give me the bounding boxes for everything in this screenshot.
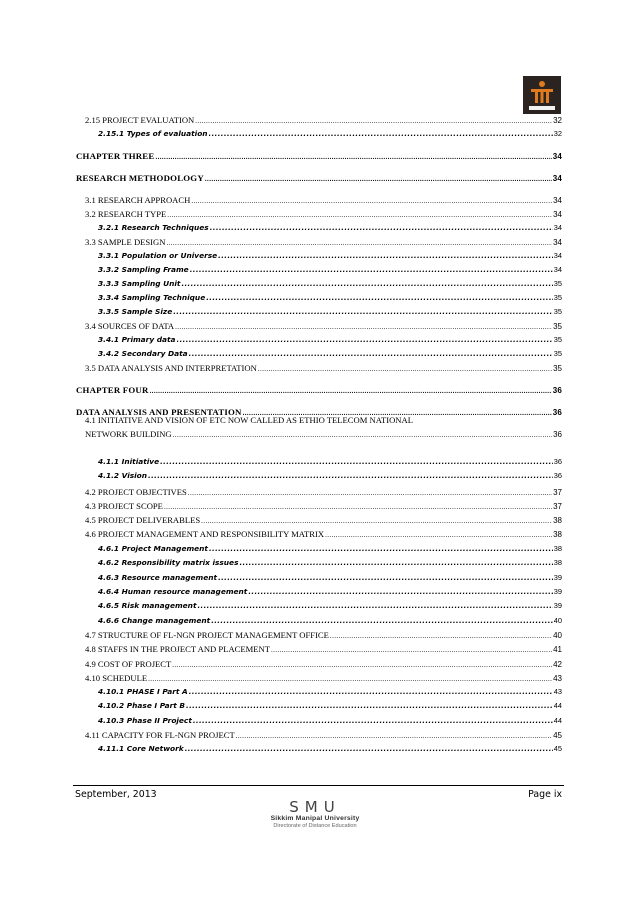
toc-entry[interactable]	[76, 600, 562, 612]
toc-entry[interactable]	[76, 128, 562, 140]
toc-dot-leader	[175, 321, 552, 333]
toc-entry[interactable]	[76, 150, 562, 163]
toc-entry[interactable]	[76, 658, 562, 671]
toc-page-number: 38	[553, 530, 562, 539]
toc-entry[interactable]	[76, 615, 562, 627]
toc-entry-label: 4.6.2 Responsibility matrix issues	[98, 558, 239, 567]
toc-entry-line1	[76, 414, 562, 426]
toc-page-number: 36	[553, 471, 562, 480]
toc-entry-label: 3.5 DATA ANALYSIS AND INTERPRETATION	[85, 363, 257, 373]
toc-dot-leader	[239, 557, 552, 569]
toc-dot-leader	[160, 456, 553, 468]
smu-subtitle: Directorate of Distance Education	[273, 823, 357, 829]
toc-entry[interactable]	[76, 384, 562, 397]
toc-entry[interactable]	[76, 557, 562, 569]
toc-dot-leader	[248, 586, 552, 598]
toc-entry-label: 4.11 CAPACITY FOR FL-NGN PROJECT	[85, 730, 235, 740]
toc-entry[interactable]	[76, 456, 562, 468]
toc-page-number: 34	[553, 210, 562, 219]
toc-dot-leader	[218, 250, 553, 262]
toc-dot-leader	[191, 195, 552, 207]
toc-dot-leader	[167, 209, 552, 221]
toc-page-number: 32	[553, 116, 562, 125]
toc-entry[interactable]	[76, 172, 562, 185]
toc-entry[interactable]	[76, 514, 562, 527]
toc-entry-label: 4.10.3 Phase II Project	[98, 716, 192, 725]
toc-entry[interactable]	[76, 264, 562, 276]
toc-entry[interactable]	[76, 672, 562, 685]
smu-university-name: Sikkim Manipal University	[270, 815, 360, 822]
toc-entry-label: RESEARCH METHODOLOGY	[76, 173, 204, 183]
toc-entry-label: 3.1 RESEARCH APPROACH	[85, 195, 191, 205]
toc-dot-leader	[186, 700, 553, 712]
toc-entry[interactable]	[76, 715, 562, 727]
toc-page-number: 37	[553, 502, 562, 511]
toc-entry-label: 3.2.1 Research Techniques	[98, 223, 209, 232]
toc-page-number: 35	[553, 279, 562, 288]
toc-page-number: 36	[552, 386, 562, 395]
toc-dot-leader	[209, 128, 553, 140]
toc-entry[interactable]	[76, 334, 562, 346]
toc-dot-leader	[148, 470, 553, 482]
toc-entry[interactable]	[76, 470, 562, 482]
toc-dot-leader	[211, 615, 553, 627]
toc-dot-leader	[189, 686, 553, 698]
toc-page-number: 34	[552, 152, 562, 161]
toc-dot-leader	[330, 630, 552, 642]
toc-dot-leader	[206, 292, 553, 304]
toc-entry[interactable]	[76, 643, 562, 656]
toc-dot-leader	[181, 278, 552, 290]
toc-entry[interactable]	[76, 572, 562, 584]
toc-page-number: 41	[553, 645, 562, 654]
toc-entry-label: 4.2 PROJECT OBJECTIVES	[85, 487, 187, 497]
toc-page-number: 39	[553, 573, 562, 582]
toc-dot-leader	[205, 173, 552, 185]
toc-page-number: 36	[553, 457, 562, 466]
toc-dot-leader	[173, 429, 552, 441]
toc-page-number: 34	[552, 174, 562, 183]
toc-entry-label: NETWORK BUILDING	[85, 429, 172, 439]
toc-page-number: 35	[553, 293, 562, 302]
toc-dot-leader	[150, 385, 552, 397]
toc-entry-label: 3.4.2 Secondary Data	[98, 349, 188, 358]
toc-entry-label: 3.3.5 Sample Size	[98, 307, 173, 316]
toc-dot-leader	[201, 515, 552, 527]
toc-entry[interactable]	[76, 250, 562, 262]
toc-entry-label: 3.4.1 Primary data	[98, 335, 176, 344]
toc-entry-label: 4.1 INITIATIVE AND VISION OF ETC NOW CALLED AS ETHIO TELECOM NATIONAL	[85, 415, 413, 425]
toc-page-number: 34	[553, 223, 562, 232]
toc-dot-leader	[209, 543, 553, 555]
toc-entry[interactable]	[76, 362, 562, 375]
toc-entry-label: 3.3 SAMPLE DESIGN	[85, 237, 166, 247]
toc-dot-leader	[193, 715, 553, 727]
toc-entry-label: DATA ANALYSIS AND PRESENTATION	[76, 407, 242, 417]
toc-page-number: 43	[553, 687, 562, 696]
toc-entry-label: CHAPTER THREE	[76, 151, 155, 161]
toc-dot-leader	[177, 334, 553, 346]
toc-page-number: 35	[553, 335, 562, 344]
toc-entry[interactable]	[76, 500, 562, 513]
toc-dot-leader	[185, 743, 553, 755]
toc-page-number: 35	[553, 307, 562, 316]
toc-page-number: 42	[553, 660, 562, 669]
toc-entry[interactable]	[76, 629, 562, 642]
toc-dot-leader	[236, 730, 552, 742]
toc-entry-label: 4.1.1 Initiative	[98, 457, 160, 466]
toc-dot-leader	[197, 600, 552, 612]
toc-entry-label: 4.3 PROJECT SCOPE	[85, 501, 163, 511]
toc-page-number: 45	[553, 731, 562, 740]
toc-entry[interactable]	[76, 348, 562, 360]
toc-entry-label: 4.10.2 Phase I Part B	[98, 701, 186, 710]
toc-entry-label: 4.6 PROJECT MANAGEMENT AND RESPONSIBILITY MATRIX	[85, 529, 325, 539]
toc-entry-label: 2.15.1 Types of evaluation	[98, 129, 208, 138]
toc-entry-label: 4.6.5 Risk management	[98, 601, 197, 610]
toc-page-number: 35	[553, 364, 562, 373]
toc-entry[interactable]	[76, 236, 562, 249]
toc-page-number: 39	[553, 601, 562, 610]
toc-entry-label: 3.2 RESEARCH TYPE	[85, 209, 167, 219]
toc-dot-leader	[172, 659, 552, 671]
toc-dot-leader	[148, 673, 552, 685]
toc-dot-leader	[166, 237, 552, 249]
toc-page-number: 34	[553, 196, 562, 205]
toc-entry[interactable]	[76, 729, 562, 742]
toc-entry-label: 4.8 STAFFS IN THE PROJECT AND PLACEMENT	[85, 644, 270, 654]
toc-entry[interactable]	[76, 743, 562, 755]
toc-page-number: 40	[553, 631, 562, 640]
toc-entry-label: 4.10.1 PHASE I Part A	[98, 687, 188, 696]
toc-dot-leader	[155, 151, 551, 163]
toc-page-number: 38	[553, 516, 562, 525]
toc-page-number: 37	[553, 488, 562, 497]
toc-entry-label: 4.6.3 Resource management	[98, 573, 218, 582]
toc-entry-label: 4.6.6 Change management	[98, 616, 211, 625]
toc-entry-label: CHAPTER FOUR	[76, 385, 149, 395]
toc-entry-label: 4.6.4 Human resource management	[98, 587, 248, 596]
smu-logo	[240, 799, 390, 835]
toc-entry-label: 4.7 STRUCTURE OF FL-NGN PROJECT MANAGEMENT OFFICE	[85, 630, 329, 640]
toc-entry-label: 2.15 PROJECT EVALUATION	[85, 115, 195, 125]
toc-entry[interactable]	[76, 208, 562, 221]
toc-entry-label: 3.3.1 Population or Universe	[98, 251, 218, 260]
toc-page-number: 44	[553, 701, 562, 710]
toc-entry[interactable]	[76, 222, 562, 234]
toc-page-number: 40	[553, 616, 562, 625]
footer-page-number: Page ix	[528, 789, 562, 800]
toc-page-number: 36	[553, 430, 562, 439]
toc-page-number: 34	[553, 238, 562, 247]
toc-entry[interactable]	[76, 528, 562, 541]
toc-entry[interactable]	[76, 292, 562, 304]
toc-page-number: 36	[552, 408, 562, 417]
toc-entry-label: 3.3.2 Sampling Frame	[98, 265, 189, 274]
toc-entry[interactable]	[76, 194, 562, 207]
toc-page-number: 38	[553, 544, 562, 553]
toc-entry-label: 4.6.1 Project Management	[98, 544, 208, 553]
toc-page-number: 34	[553, 251, 562, 260]
toc-entry[interactable]	[76, 428, 562, 441]
toc-page-number: 35	[553, 322, 562, 331]
toc-page-number: 32	[553, 129, 562, 138]
toc-page-number: 35	[553, 349, 562, 358]
footer-divider	[73, 785, 564, 786]
smu-title: SMU	[289, 798, 341, 816]
toc-dot-leader	[210, 222, 553, 234]
toc-dot-leader	[188, 487, 552, 499]
toc-entry-label: 4.10 SCHEDULE	[85, 673, 148, 683]
toc-entry[interactable]	[76, 306, 562, 318]
toc-page-number: 45	[553, 744, 562, 753]
toc-dot-leader	[189, 348, 553, 360]
toc-entry-label: 4.11.1 Core Network	[98, 744, 184, 753]
toc-entry[interactable]	[76, 543, 562, 555]
toc-dot-leader	[190, 264, 553, 276]
toc-page-number: 38	[553, 558, 562, 567]
toc-entry-label: 3.3.3 Sampling Unit	[98, 279, 181, 288]
toc-entry[interactable]	[76, 686, 562, 698]
footer-date: September, 2013	[75, 789, 157, 800]
toc-entry-label: 4.1.2 Vision	[98, 471, 148, 480]
toc-entry-label: 3.4 SOURCES OF DATA	[85, 321, 175, 331]
toc-entry-label: 4.5 PROJECT DELIVERABLES	[85, 515, 201, 525]
toc-dot-leader	[271, 644, 552, 656]
toc-entry-label: 4.9 COST OF PROJECT	[85, 659, 172, 669]
toc-dot-leader	[173, 306, 553, 318]
toc-entry[interactable]	[76, 320, 562, 333]
toc-page-number: 43	[553, 674, 562, 683]
toc-dot-leader	[325, 529, 552, 541]
toc-dot-leader	[218, 572, 553, 584]
manipal-logo	[523, 76, 561, 114]
toc-page-number: 44	[553, 716, 562, 725]
toc-dot-leader	[195, 115, 552, 127]
toc-page-number: 39	[553, 587, 562, 596]
toc-entry[interactable]	[76, 486, 562, 499]
toc-entry[interactable]	[76, 114, 562, 127]
toc-entry[interactable]	[76, 700, 562, 712]
toc-page-number: 34	[553, 265, 562, 274]
toc-entry[interactable]	[76, 278, 562, 290]
toc-entry-label: 3.3.4 Sampling Technique	[98, 293, 206, 302]
toc-dot-leader	[164, 501, 552, 513]
toc-dot-leader	[258, 363, 552, 375]
toc-entry[interactable]	[76, 586, 562, 598]
